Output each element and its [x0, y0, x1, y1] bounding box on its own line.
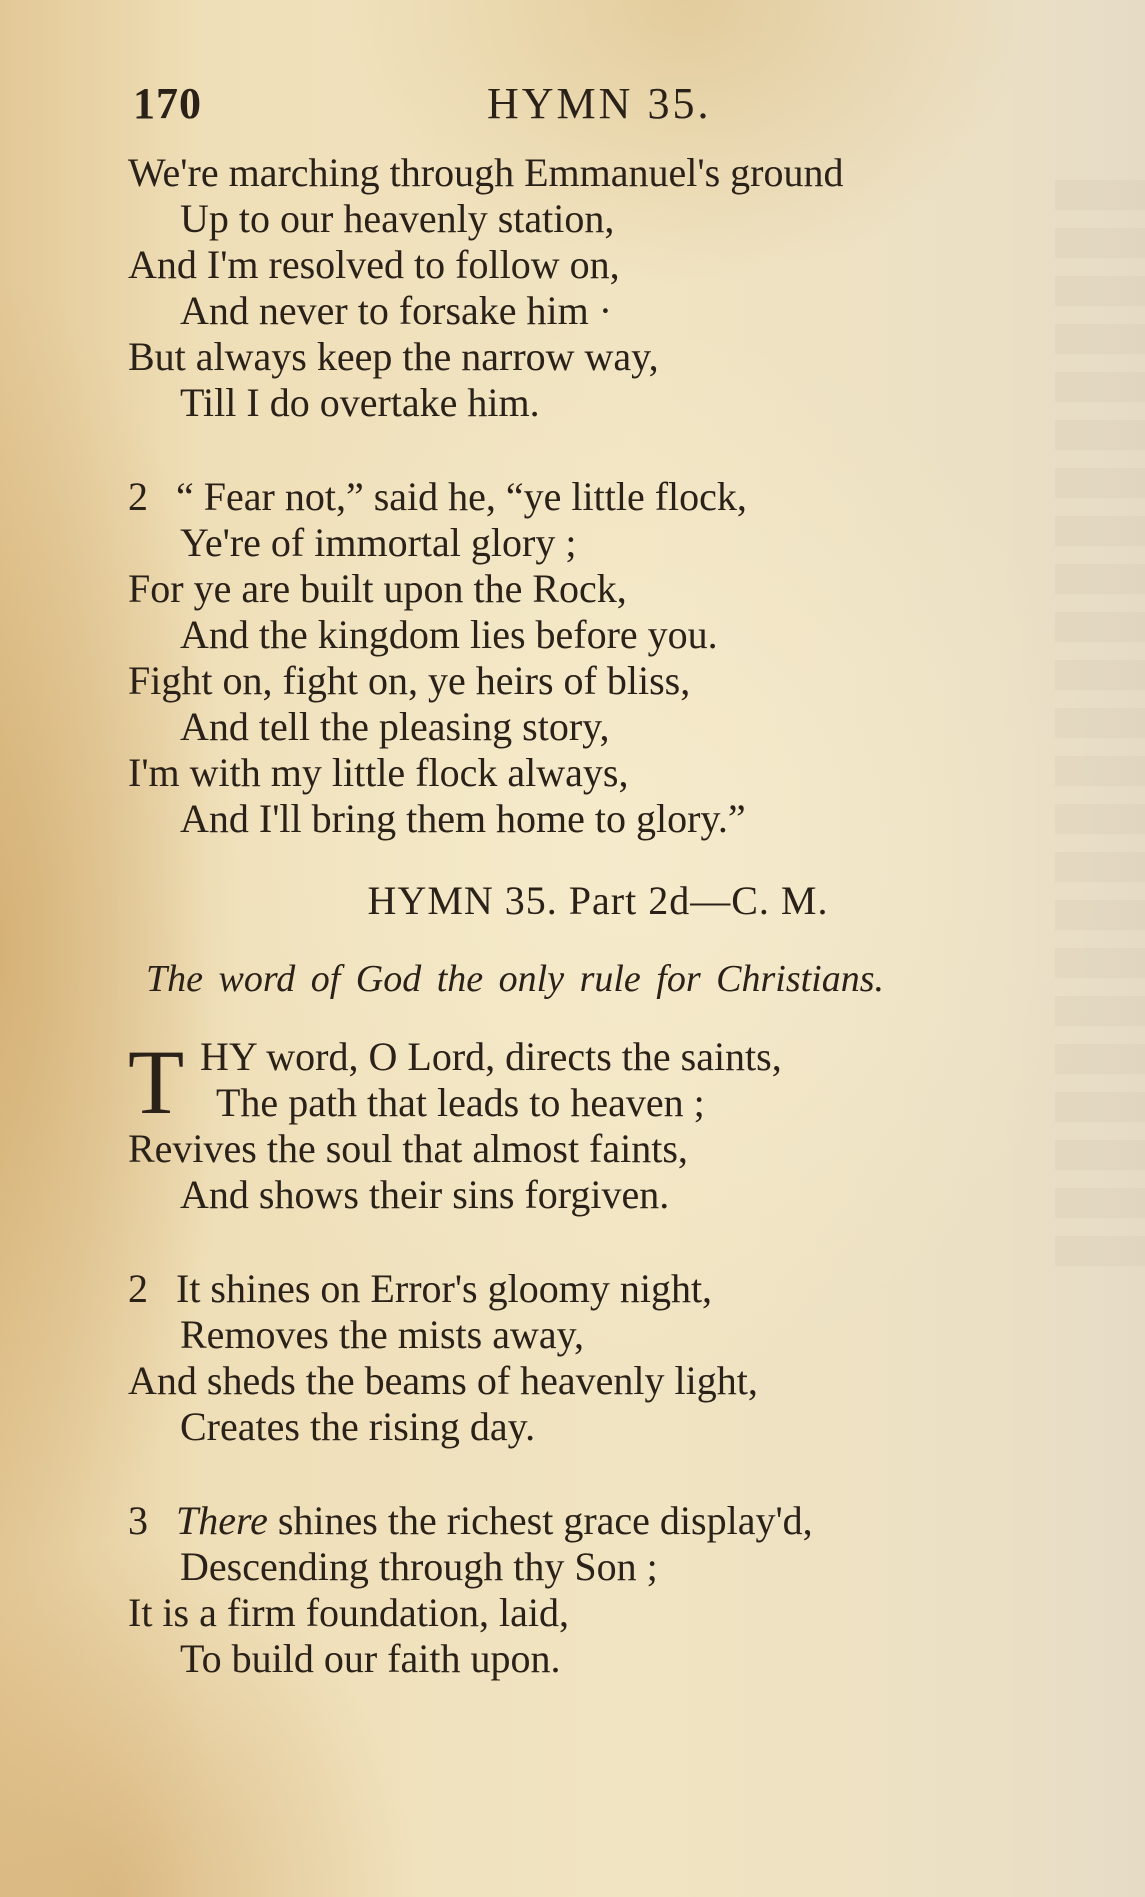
verse-line: But always keep the narrow way, [128, 334, 659, 379]
verse-line-text: shines the richest grace display'd, [267, 1498, 813, 1543]
hymn-heading: HYMN 35. Part 2d—C. M. [367, 878, 829, 923]
verse-line: Creates the rising day. [180, 1404, 536, 1449]
verse-line: HY word, O Lord, directs the saints, [200, 1034, 782, 1079]
stanza-gap [128, 1450, 1088, 1498]
verse-line: And never to forsake him · [180, 288, 613, 333]
stanza-2 [128, 474, 1088, 842]
stanza-continued [128, 150, 1088, 426]
verse-line-text: It shines on Error's gloomy night, [176, 1266, 713, 1311]
page-number: 170 [133, 79, 202, 128]
section-gap [128, 842, 1088, 876]
verse-line-numbered [128, 474, 1088, 520]
heading-gap [128, 926, 1088, 954]
verse-line: I'm with my little flock always, [128, 750, 629, 795]
italic-word: There [176, 1498, 268, 1543]
verse-line-numbered [128, 1498, 1088, 1544]
verse-line: And shows their sins forgiven. [180, 1172, 670, 1217]
verse-line: For ye are built upon the Rock, [128, 566, 627, 611]
stanza-number: 2 [128, 474, 148, 519]
verse-line: Descending through thy Son ; [180, 1544, 658, 1589]
verse-line: Ye're of immortal glory ; [180, 520, 577, 565]
verse-line: It is a firm foundation, laid, [128, 1590, 570, 1635]
verse-1 [128, 1031, 1088, 1218]
page-text [128, 150, 1088, 1682]
page-header [133, 78, 1093, 138]
verse-line: And I'll bring them home to glory.” [180, 796, 746, 841]
subtitle-gap [128, 1004, 1088, 1034]
verse-line: And the kingdom lies before you. [180, 612, 718, 657]
verse-line: The path that leads to heaven ; [216, 1080, 705, 1125]
verse-line: Removes the mists away, [180, 1312, 585, 1357]
running-head: HYMN 35. [487, 79, 712, 128]
drop-cap: T [128, 1031, 185, 1133]
stanza-number: 2 [128, 1266, 148, 1311]
stanza-gap [128, 426, 1088, 474]
verse-line: And I'm resolved to follow on, [128, 242, 620, 287]
stanza-number: 3 [128, 1498, 148, 1543]
verse-line: To build our faith upon. [180, 1636, 561, 1681]
verse-line: Revives the soul that almost faints, [128, 1126, 688, 1171]
verse-line: We're marching through Emmanuel's ground [128, 150, 844, 195]
verse-line: And tell the pleasing story, [180, 704, 610, 749]
stanza-gap [128, 1218, 1088, 1266]
verse-line: Up to our heavenly station, [180, 196, 615, 241]
verse-3 [128, 1498, 1088, 1682]
verse-line-numbered [128, 1266, 1088, 1312]
verse-line: And sheds the beams of heavenly light, [128, 1358, 758, 1403]
verse-2 [128, 1266, 1088, 1450]
verse-line: Till I do overtake him. [180, 380, 540, 425]
verse-line: Fight on, fight on, ye heirs of bliss, [128, 658, 691, 703]
hymn-subtitle: The word of God the only rule for Christians. [146, 958, 885, 1000]
verse-line-text: “ Fear not,” said he, “ye little flock, [176, 474, 747, 519]
